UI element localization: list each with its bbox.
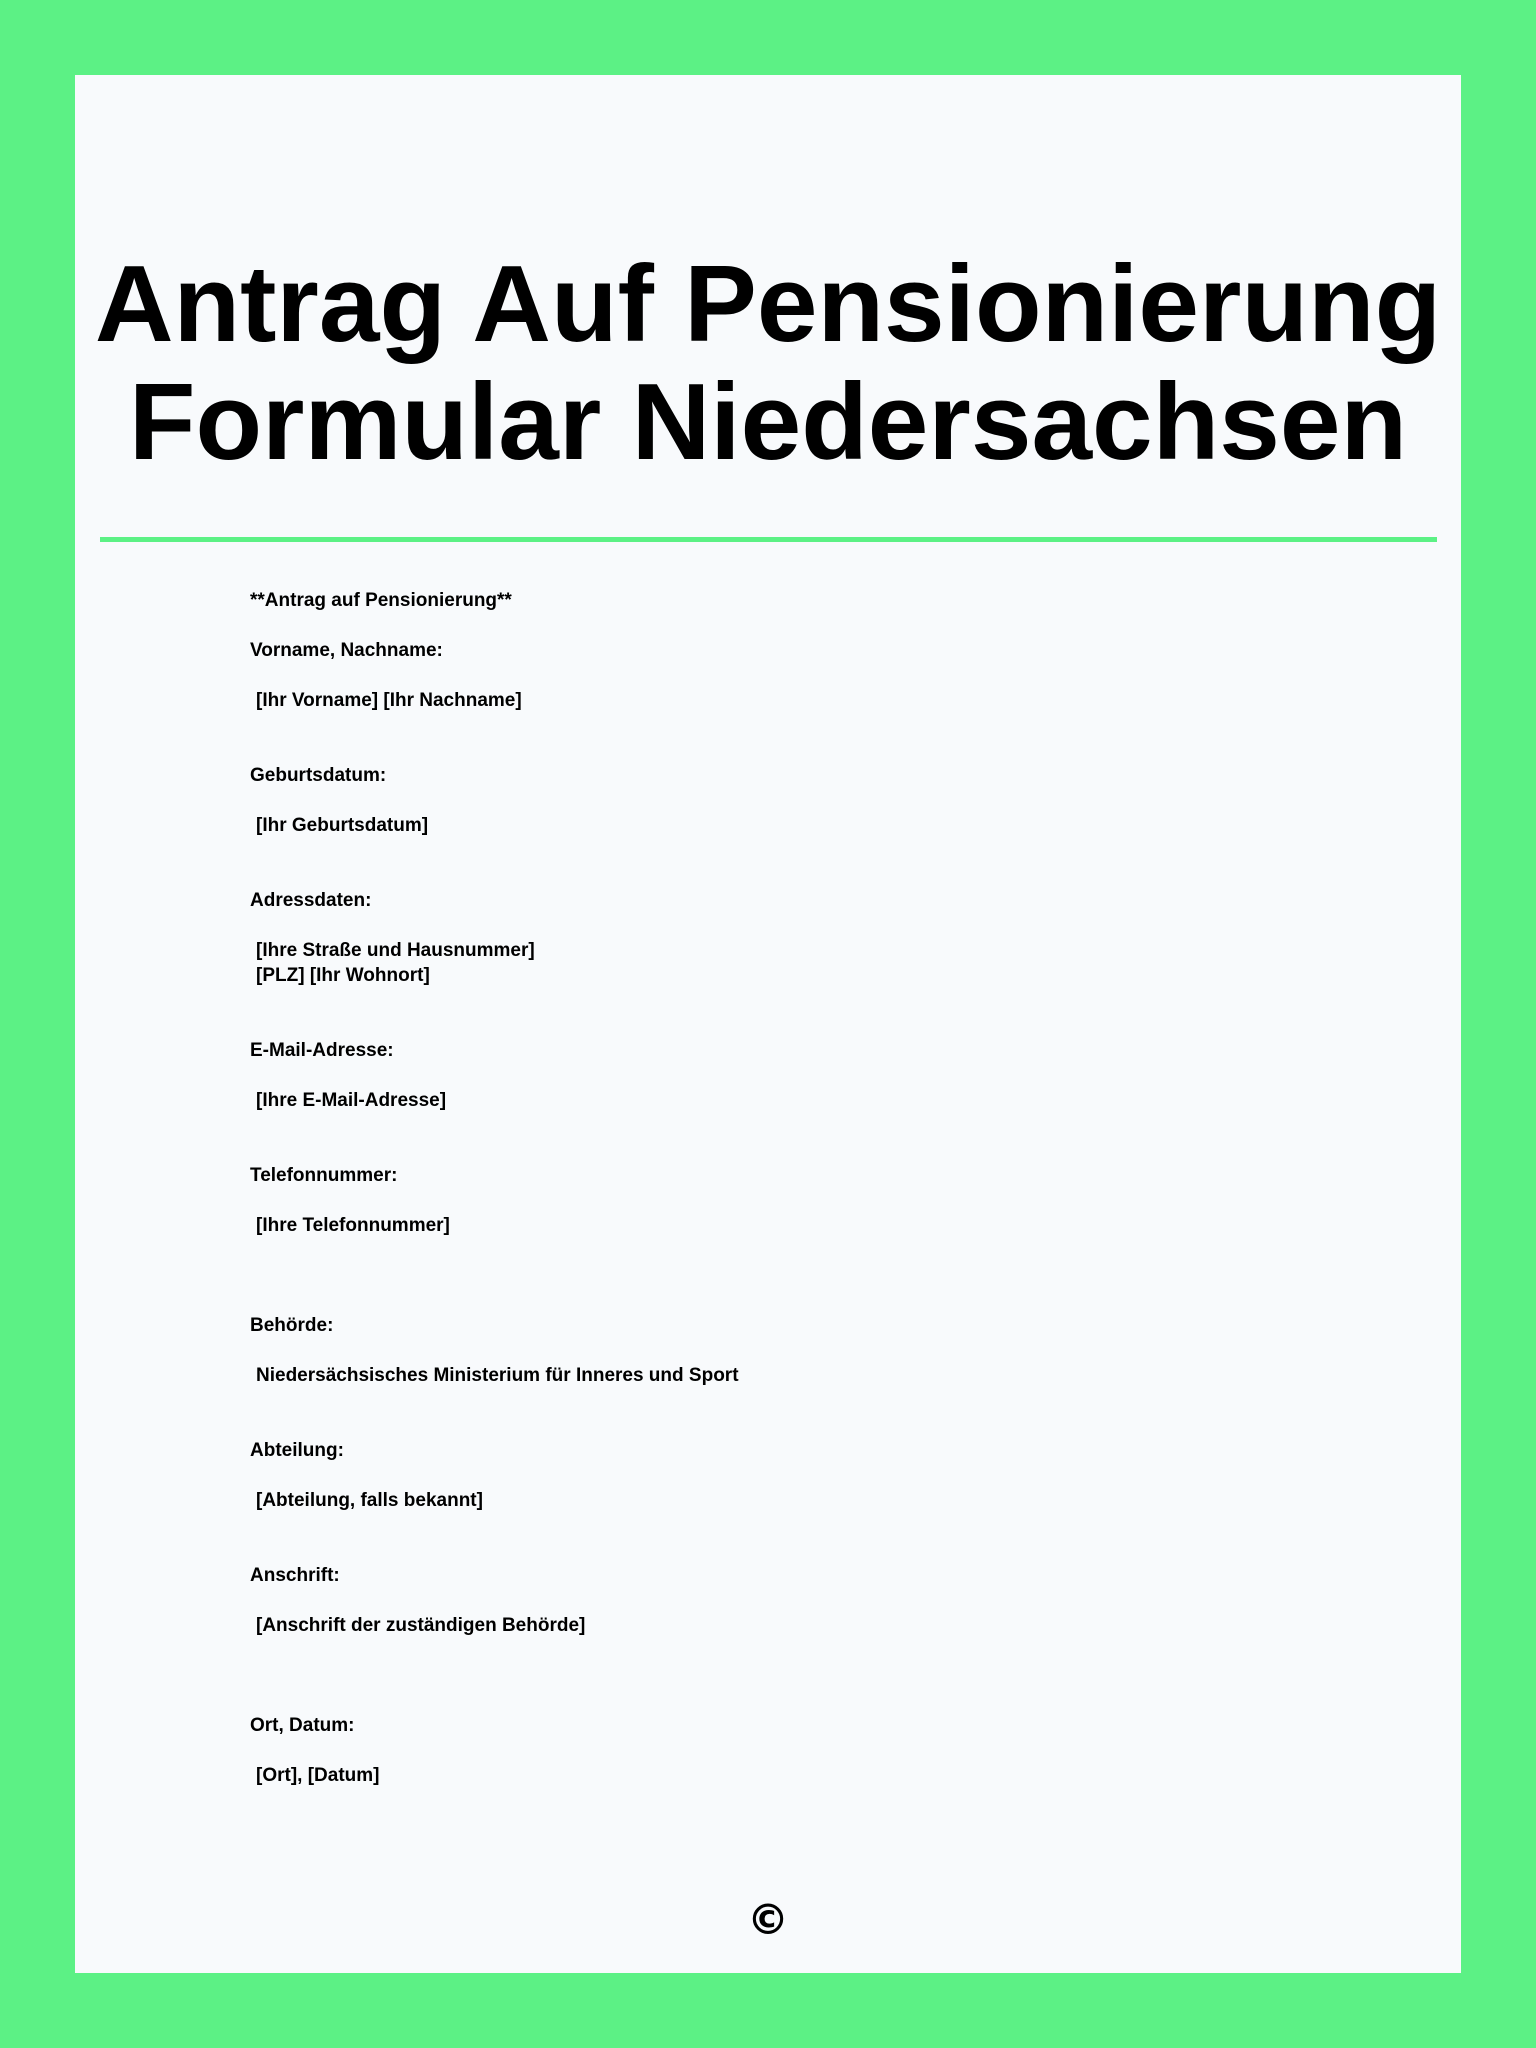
name-label: Vorname, Nachname: bbox=[250, 640, 443, 661]
document-page bbox=[75, 75, 1461, 1973]
page-title bbox=[75, 245, 1461, 481]
name-value: [Ihr Vorname] [Ihr Nachname] bbox=[256, 690, 522, 711]
title-divider bbox=[100, 537, 1437, 542]
phone-value: [Ihre Telefonnummer] bbox=[256, 1215, 450, 1236]
title-line-2: Formular Niedersachsen bbox=[128, 361, 1408, 483]
address-city-value: [PLZ] [Ihr Wohnort] bbox=[256, 965, 430, 986]
email-value: [Ihre E-Mail-Adresse] bbox=[256, 1090, 447, 1111]
department-label: Abteilung: bbox=[250, 1440, 344, 1461]
title-line-1: Antrag Auf Pensionierung bbox=[94, 243, 1442, 365]
address-street-value: [Ihre Straße und Hausnummer] bbox=[256, 940, 535, 961]
authority-label: Behörde: bbox=[250, 1315, 334, 1336]
authority-value: Niedersächsisches Ministerium für Inneres und Sport bbox=[256, 1365, 739, 1386]
form-heading: **Antrag auf Pensionierung** bbox=[250, 590, 512, 611]
phone-label: Telefonnummer: bbox=[250, 1165, 398, 1186]
place-date-label: Ort, Datum: bbox=[250, 1715, 355, 1736]
place-date-value: [Ort], [Datum] bbox=[256, 1765, 380, 1786]
postal-address-value: [Anschrift der zuständigen Behörde] bbox=[256, 1615, 586, 1636]
address-label: Adressdaten: bbox=[250, 890, 372, 911]
birthdate-label: Geburtsdatum: bbox=[250, 765, 387, 786]
postal-address-label: Anschrift: bbox=[250, 1565, 340, 1586]
department-value: [Abteilung, falls bekannt] bbox=[256, 1490, 483, 1511]
birthdate-value: [Ihr Geburtsdatum] bbox=[256, 815, 429, 836]
copyright-icon: © bbox=[747, 1895, 789, 1944]
email-label: E-Mail-Adresse: bbox=[250, 1040, 394, 1061]
